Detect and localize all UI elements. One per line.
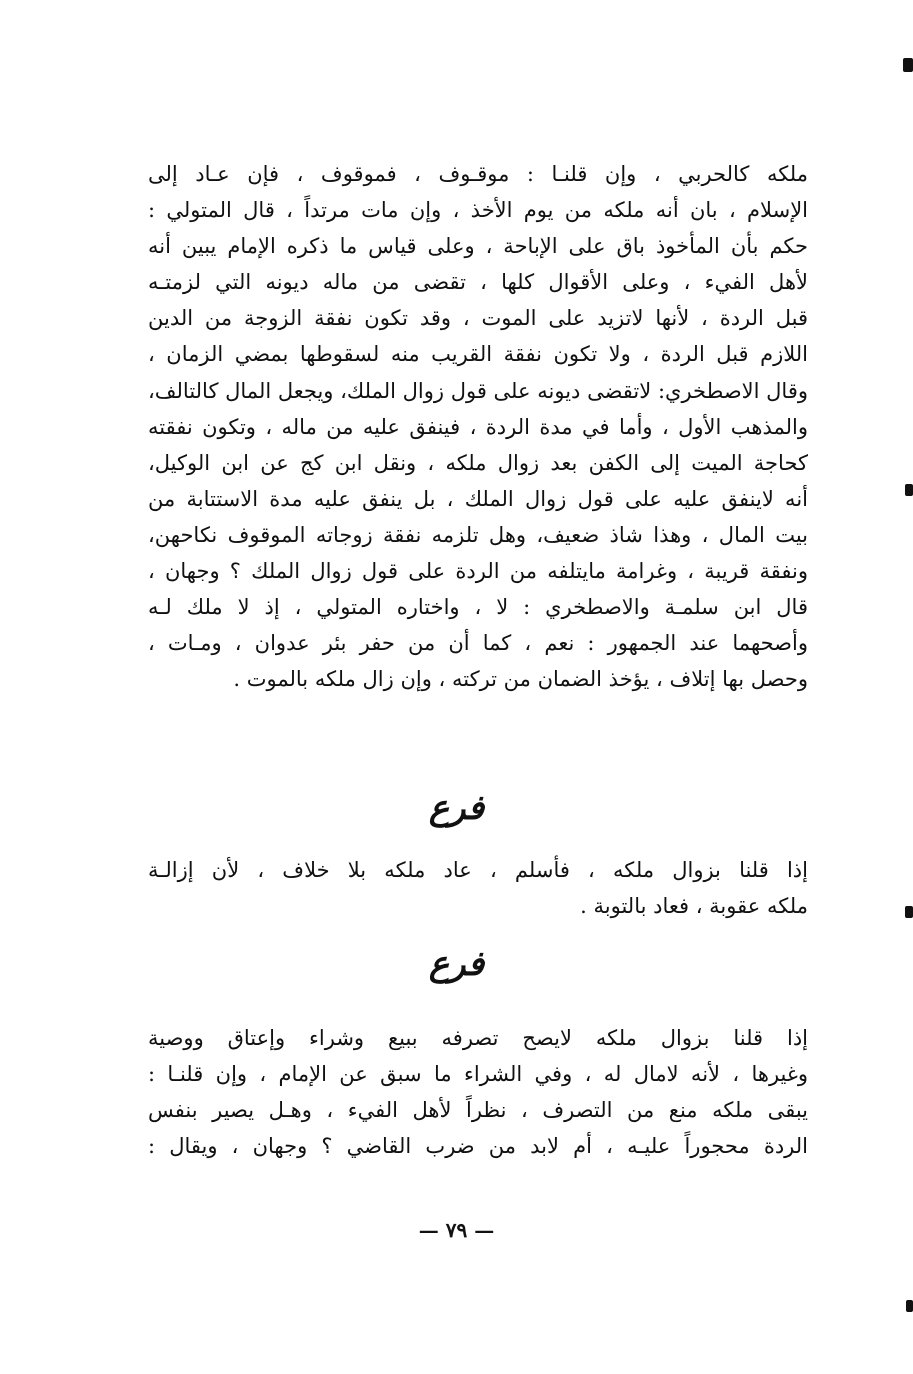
text-line: قال ابن سلمـة والاصطخري : لا ، واختاره المتولي ، إذ لا ملك لـه — [148, 595, 808, 620]
text-line: ملكه كالحربي ، وإن قلنـا : موقـوف ، فموقوف ، فإن عـاد إلى — [148, 162, 808, 186]
scan-mark — [903, 58, 913, 72]
section-heading: فرع — [428, 944, 485, 984]
text-line: والمذهب الأول ، وأما في مدة الردة ، فينفق عليه من ماله ، وتكون نفقته — [148, 414, 808, 439]
text-line: الردة محجوراً عليـه ، أم لابد من ضرب القاضي ؟ وجهان ، ويقال : — [148, 1134, 808, 1159]
main-paragraph — [148, 156, 808, 697]
text-line: وأصحهما عند الجمهور : نعم ، كما أن من حفر بئر عدوان ، ومـات ، — [148, 631, 808, 656]
text-line: لأهل الفيء ، وعلى الأقوال كلها ، تقضى من ماله ديونه التي لزمتـه — [148, 270, 808, 295]
scan-mark — [905, 906, 913, 918]
text-line: كحاجة الميت إلى الكفن بعد زوال ملكه ، ونقل ابن كج عن ابن الوكيل، — [148, 450, 808, 475]
text-line: يبقى ملكه منع من التصرف ، نظراً لأهل الفيء ، وهـل يصير بنفس — [148, 1098, 808, 1123]
text-line: اللازم قبل الردة ، ولا تكون نفقة القريب منه لسقوطها بمضي الزمان ، — [148, 342, 808, 367]
text-line: إذا قلنا بزوال ملكه ، فأسلم ، عاد ملكه بلا خلاف ، لأن إزالـة — [148, 858, 808, 882]
text-line: وغيرها ، لأنه لامال له ، وفي الشراء ما سبق عن الإمام ، وإن قلنـا : — [148, 1062, 808, 1087]
scan-mark — [906, 1300, 913, 1312]
section-heading: فرع — [428, 788, 485, 828]
scan-mark — [905, 484, 913, 496]
text-line: ملكه عقوبة ، فعاد بالتوبة . — [580, 894, 808, 919]
branch-paragraph — [148, 852, 808, 924]
text-line: حكم بأن المأخوذ باق على الإباحة ، وعلى قياس ما ذكره الإمام يبين أنه — [148, 234, 808, 259]
branch-paragraph — [148, 1020, 808, 1164]
text-line: وحصل بها إتلاف ، يؤخذ الضمان من تركته ، وإن زال ملكه بالموت . — [233, 667, 808, 692]
text-line: قبل الردة ، لأنها لاتزيد على الموت ، وقد تكون نفقة الزوجة من الدين — [148, 306, 808, 331]
text-line: أنه لاينفق عليه على قول زوال الملك ، بل ينفق عليه مدة الاستتابة من — [148, 486, 808, 511]
page-number: — ٧٩ — — [418, 1218, 495, 1242]
text-line: بيت المال ، وهذا شاذ ضعيف، وهل تلزمه نفقة زوجاته الموقوف نكاحهن، — [148, 522, 808, 547]
text-line: إذا قلنا بزوال ملكه لايصح تصرفه ببيع وشراء وإعتاق ووصية — [148, 1026, 808, 1050]
text-line: الإسلام ، بان أنه ملكه من يوم الأخذ ، وإن مات مرتداً ، قال المتولي : — [148, 198, 808, 223]
text-line: وقال الاصطخري: لاتقضى ديونه على قول زوال الملك، ويجعل المال كالتالف، — [148, 378, 808, 403]
text-line: ونفقة قريبة ، وغرامة مايتلفه من الردة على قول زوال الملك ؟ وجهان ، — [148, 559, 808, 584]
